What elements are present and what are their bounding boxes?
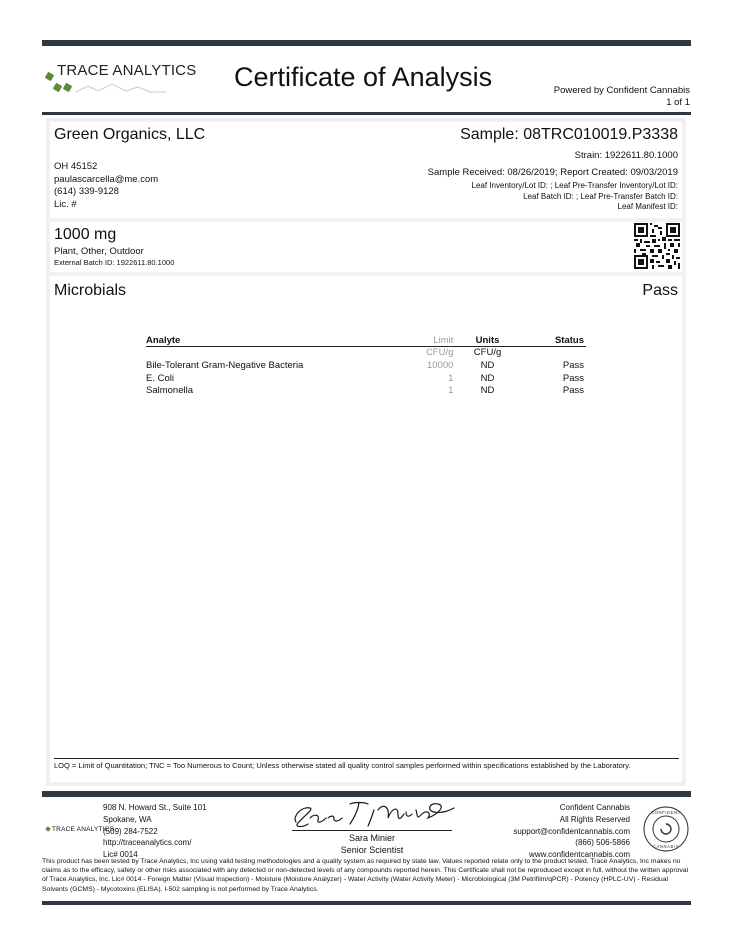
external-batch-id: External Batch ID: 1922611.80.1000 — [54, 258, 175, 267]
table-subheader-row — [146, 347, 586, 360]
header-limit: Limit — [394, 334, 455, 347]
cell-limit: 10000 — [426, 359, 454, 371]
table-row — [146, 385, 586, 398]
leaf-inventory: Leaf Inventory/Lot ID: ; Leaf Pre-Transfer Inventory/Lot ID: — [471, 181, 678, 190]
svg-text:CONFIDENT: CONFIDENT — [651, 810, 681, 815]
page-number: 1 of 1 — [666, 97, 690, 108]
table-row — [146, 360, 586, 373]
lab-logo-text: TRACE ANALYTICS — [52, 826, 115, 833]
bottom-bar — [42, 901, 691, 905]
signature-line — [292, 830, 452, 831]
cell-analyte: Salmonella — [146, 385, 193, 397]
loq-note: LOQ = Limit of Quantitation; TNC = Too Numerous to Count; Unless otherwise stated all quality control samples performed within specifications established by the Laboratory. — [54, 761, 631, 770]
section-status: Pass — [642, 282, 678, 299]
cell-analyte: E. Coli — [146, 372, 174, 384]
lab-phone: (509) 284-7522 — [103, 826, 158, 836]
page-title: Certificate of Analysis — [234, 62, 493, 92]
qr-code-icon — [634, 223, 680, 269]
strain: Strain: 1922611.80.1000 — [574, 150, 678, 161]
sample-id: Sample: 08TRC010019.P3338 — [460, 126, 678, 143]
confident-cannabis-seal-icon — [642, 805, 690, 853]
signature-image — [288, 796, 458, 832]
table-row — [146, 373, 586, 386]
client-phone: (614) 339-9128 — [54, 186, 119, 197]
logo-peaks-icon — [76, 82, 166, 94]
powered-by — [554, 85, 690, 109]
leaf-ids — [472, 181, 678, 213]
cc-website: www.confidentcannabis.com — [529, 850, 630, 860]
cell-status: Pass — [562, 359, 584, 371]
cc-rights: All Rights Reserved — [559, 814, 630, 824]
cell-status: Pass — [562, 385, 584, 397]
lab-website: http://traceanalytics.com/ — [103, 838, 192, 848]
subheader-units: CFU/g — [473, 347, 502, 358]
signer-block — [292, 832, 452, 856]
header-units: Units — [455, 334, 521, 347]
cc-email: support@confidentcannabis.com — [513, 826, 630, 836]
lab-street: 908 N. Howard St., Suite 101 — [103, 803, 207, 812]
leaf-manifest: Leaf Manifest ID: — [617, 202, 678, 211]
disclaimer: This product has been tested by Trace Analytics, Inc using valid testing methodologies and a quality system as required by state law. Values reported relate only to the product tested. Trace Analytics, Inc makes no claims as to the efficacy, safety or other risks associated with any detected or non-detected levels of any compounds reported herein. This Certificate shall not be reproduced except in full, without the written approval of Trace Analytics, Inc. Lic# 0014 - Foreign Matter (Visual Inspection) - Moisture (Moisture Analyzer) - Water Activity (Water Activity Meter) - Microbiological (3M Petrifilm/qPCR) - Potency (HPLC-UV) - Residual Solvents (GCMS) - Mycotoxins (ELISA). I-502 sampling is not performed by Trace Analytics. — [42, 858, 689, 893]
cell-units: ND — [480, 372, 495, 384]
powered-by-text: Powered by Confident Cannabis — [553, 85, 690, 96]
product-type: Plant, Other, Outdoor — [54, 246, 144, 257]
lab-license: Lic# 0014 — [103, 850, 138, 860]
cell-status: Pass — [562, 372, 584, 384]
cell-units: ND — [480, 359, 495, 371]
logo-text: TRACE ANALYTICS — [57, 62, 197, 79]
section-title: Microbials — [54, 282, 127, 299]
header-divider — [42, 112, 691, 115]
logo-hex-icon — [45, 826, 50, 831]
cc-info — [513, 802, 630, 861]
cell-limit: 1 — [448, 385, 454, 397]
cell-limit: 1 — [448, 372, 454, 384]
product-amount: 1000 mg — [54, 226, 117, 243]
signer-title: Senior Scientist — [340, 845, 404, 855]
cell-units: ND — [480, 385, 495, 397]
client-name: Green Organics, LLC — [54, 126, 206, 143]
subheader-limit-unit: CFU/g — [425, 347, 454, 358]
content-frame — [46, 118, 686, 786]
client-license: Lic. # — [54, 198, 77, 210]
table-header-row — [146, 334, 586, 347]
svg-text:CANNABIS: CANNABIS — [652, 844, 680, 849]
header-analyte: Analyte — [146, 334, 394, 347]
cc-name: Confident Cannabis — [559, 803, 630, 812]
logo-hex-icon — [63, 83, 73, 93]
signer-name: Sara Minier — [348, 833, 395, 843]
cell-analyte: Bile-Tolerant Gram-Negative Bacteria — [146, 359, 304, 371]
subheader-analyte — [146, 347, 394, 360]
logo-hex-icon — [45, 72, 55, 82]
client-contact — [54, 161, 158, 211]
lab-address — [103, 802, 207, 861]
subheader-status — [522, 347, 586, 360]
cc-phone: (866) 506-5866 — [575, 838, 630, 848]
client-email: paulascarcella@me.com — [54, 173, 159, 185]
client-zip: OH 45152 — [54, 161, 98, 172]
results-table — [146, 334, 586, 398]
header-status: Status — [522, 334, 586, 347]
logo-hex-icon — [53, 83, 63, 93]
loq-divider — [54, 758, 679, 759]
lab-city: Spokane, WA — [103, 814, 152, 824]
top-bar — [42, 40, 691, 46]
sample-dates: Sample Received: 08/26/2019; Report Created: 09/03/2019 — [427, 167, 678, 178]
leaf-batch: Leaf Batch ID: ; Leaf Pre-Transfer Batch ID: — [523, 191, 678, 201]
